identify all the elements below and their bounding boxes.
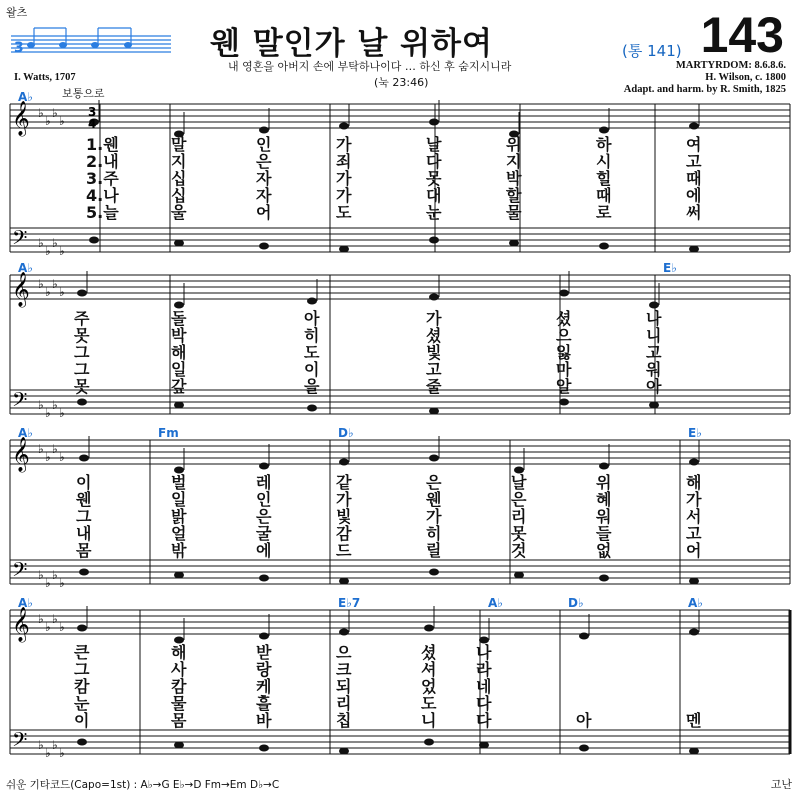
lyric-syllable: 시 bbox=[596, 152, 612, 171]
lyric-syllable: 은 bbox=[426, 473, 442, 492]
lyric-syllable: 일 bbox=[171, 360, 187, 379]
flat-icon: ♭ bbox=[45, 114, 51, 128]
lyric-syllable: 가 bbox=[336, 169, 352, 188]
lyric-syllable: 도 bbox=[304, 343, 320, 362]
chord-symbol: A♭ bbox=[18, 90, 33, 104]
lyric-syllable: 얼 bbox=[171, 524, 187, 543]
lyric-syllable: 가 bbox=[426, 309, 442, 328]
lyric-syllable: 물 bbox=[506, 203, 522, 222]
lyric-syllable: 자 bbox=[256, 169, 272, 188]
lyric-syllable: 3.주 bbox=[86, 169, 119, 188]
lyric-syllable: 칩 bbox=[336, 711, 352, 730]
lyric-syllable: 고 bbox=[686, 152, 702, 171]
lyric-syllable: 리 bbox=[336, 694, 352, 713]
lyric-syllable: 빛 bbox=[426, 343, 442, 362]
lyric-syllable: 크 bbox=[336, 660, 352, 679]
lyric-syllable: 감 bbox=[336, 524, 352, 543]
treble-clef-icon: 𝄞 bbox=[12, 101, 30, 136]
chord-symbol: A♭ bbox=[488, 596, 503, 610]
lyric-syllable: 레 bbox=[256, 473, 272, 492]
note-head bbox=[429, 294, 439, 301]
lyric-syllable: 못 bbox=[511, 524, 527, 543]
lyric-syllable: 5.늘 bbox=[86, 203, 119, 222]
flat-icon: ♭ bbox=[52, 236, 58, 250]
lyric-syllable: 큰 bbox=[74, 643, 90, 662]
note-head bbox=[429, 237, 439, 244]
note-head bbox=[174, 402, 184, 409]
bass-clef-icon: 𝄢 bbox=[12, 728, 28, 756]
chord-symbol: D♭ bbox=[338, 426, 354, 440]
note-head bbox=[89, 237, 99, 244]
note-head bbox=[339, 123, 349, 130]
lyric-syllable: 마 bbox=[556, 360, 572, 379]
lyric-syllable: 고 bbox=[646, 343, 662, 362]
lyric-syllable: 으 bbox=[336, 643, 352, 662]
hymn-title: 웬 말인가 날 위하여 bbox=[210, 26, 493, 62]
note-head bbox=[339, 748, 349, 755]
note-head bbox=[579, 633, 589, 640]
flat-icon: ♭ bbox=[59, 620, 65, 634]
note-head bbox=[259, 575, 269, 582]
lyric-syllable: 물 bbox=[171, 694, 187, 713]
lyric-syllable: 지 bbox=[506, 152, 522, 171]
lyric-syllable: 워 bbox=[596, 507, 612, 526]
lyric-syllable: 못 bbox=[426, 169, 442, 188]
lyric-syllable: 고 bbox=[426, 360, 442, 379]
lyric-syllable: 케 bbox=[256, 677, 272, 696]
lyric-syllable: 은 bbox=[511, 490, 527, 509]
note-head bbox=[174, 742, 184, 749]
lyric-syllable: 다 bbox=[426, 152, 442, 171]
lyric-syllable: 그 bbox=[74, 360, 90, 379]
lyric-syllable: 못 bbox=[74, 377, 90, 396]
note-head bbox=[339, 459, 349, 466]
flat-icon: ♭ bbox=[52, 568, 58, 582]
time-signature: 3 bbox=[88, 105, 97, 119]
lyric-syllable: 박 bbox=[506, 169, 522, 188]
note-head bbox=[307, 405, 317, 412]
lyric-syllable: 가 bbox=[336, 135, 352, 154]
flat-icon: ♭ bbox=[52, 106, 58, 120]
lyric-syllable: 눈 bbox=[426, 203, 442, 222]
treble-staff bbox=[10, 610, 790, 634]
lyric-syllable: 셔 bbox=[421, 660, 437, 679]
treble-staff bbox=[10, 275, 790, 299]
lyric-syllable: 힐 bbox=[596, 169, 612, 188]
lyric-syllable: 흘 bbox=[256, 694, 272, 713]
lyric-syllable: 그 bbox=[74, 660, 90, 679]
lyric-syllable: 울 bbox=[171, 203, 187, 222]
flat-icon: ♭ bbox=[52, 612, 58, 626]
lyric-syllable: 다 bbox=[476, 711, 492, 730]
arranger: Adapt. and harm. by R. Smith, 1825 bbox=[623, 84, 786, 95]
lyric-syllable: 박 bbox=[171, 326, 187, 345]
lyric-syllable: 니 bbox=[646, 326, 662, 345]
note-head bbox=[429, 119, 439, 126]
lyric-syllable: 라 bbox=[476, 660, 492, 679]
lyric-syllable: 못 bbox=[74, 326, 90, 345]
lyric-syllable: 죄 bbox=[336, 152, 352, 171]
lyric-syllable: 이 bbox=[304, 360, 320, 379]
lyric-syllable: 셨 bbox=[421, 643, 437, 662]
note-head bbox=[514, 572, 524, 579]
lyric-syllable: 인 bbox=[256, 135, 272, 154]
note-head bbox=[429, 569, 439, 576]
note-head bbox=[424, 625, 434, 632]
note-head bbox=[259, 633, 269, 640]
bass-staff bbox=[10, 228, 790, 252]
flat-icon: ♭ bbox=[45, 576, 51, 590]
lyric-syllable: 4.나 bbox=[86, 186, 119, 205]
flat-icon: ♭ bbox=[59, 285, 65, 299]
lyric-syllable: 위 bbox=[506, 135, 522, 154]
lyric-syllable: 잃 bbox=[556, 343, 572, 362]
flat-icon: ♭ bbox=[38, 568, 44, 582]
lyric-syllable: 눈 bbox=[74, 694, 90, 713]
note-head bbox=[77, 399, 87, 406]
bass-clef-icon: 𝄢 bbox=[12, 226, 28, 254]
lyric-syllable: 아 bbox=[576, 711, 592, 730]
note-head bbox=[77, 625, 87, 632]
note-head bbox=[174, 572, 184, 579]
lyric-syllable: 몸 bbox=[76, 541, 92, 560]
lyric-syllable: 1.웬 bbox=[86, 135, 119, 154]
note-head bbox=[339, 578, 349, 585]
note-head bbox=[689, 578, 699, 585]
note-head bbox=[429, 408, 439, 415]
lyric-syllable: 써 bbox=[686, 203, 702, 222]
lyric-syllable: 셨 bbox=[426, 326, 442, 345]
lyric-syllable: 내 bbox=[76, 524, 92, 543]
note-head bbox=[259, 463, 269, 470]
lyric-syllable: 셨 bbox=[556, 309, 572, 328]
lyric-syllable: 없 bbox=[596, 541, 612, 560]
lyric-syllable: 가 bbox=[336, 490, 352, 509]
lyric-syllable: 은 bbox=[256, 507, 272, 526]
lyric-syllable: 드 bbox=[336, 541, 352, 560]
flat-icon: ♭ bbox=[45, 746, 51, 760]
flat-icon: ♭ bbox=[59, 244, 65, 258]
old-number: (통 141) bbox=[622, 42, 682, 60]
chord-symbol: A♭ bbox=[18, 426, 33, 440]
lyric-syllable: 해 bbox=[171, 643, 187, 662]
lyric-syllable: 어 bbox=[686, 541, 702, 560]
lyric-syllable: 었 bbox=[421, 677, 437, 696]
bass-clef-icon: 𝄢 bbox=[12, 558, 28, 586]
lyric-syllable: 멘 bbox=[686, 711, 702, 730]
chord-symbol: A♭ bbox=[18, 261, 33, 275]
flat-icon: ♭ bbox=[38, 398, 44, 412]
note-head bbox=[689, 123, 699, 130]
lyric-syllable: 아 bbox=[304, 309, 320, 328]
author: I. Watts, 1707 bbox=[14, 72, 76, 83]
lyric-syllable: 어 bbox=[256, 203, 272, 222]
lyric-syllable: 캄 bbox=[74, 677, 90, 696]
lyric-syllable: 주 bbox=[74, 309, 90, 328]
flat-icon: ♭ bbox=[45, 620, 51, 634]
lyric-syllable: 대 bbox=[426, 186, 442, 205]
guitar-chord-note: 쉬운 기타코드(Capo=1st) : A♭→G E♭→D Fm→Em D♭→C bbox=[6, 779, 280, 791]
flat-icon: ♭ bbox=[59, 450, 65, 464]
lyric-syllable: 밝 bbox=[171, 507, 187, 526]
lyric-syllable: 리 bbox=[511, 507, 527, 526]
lyric-syllable: 들 bbox=[596, 524, 612, 543]
lyric-syllable: 되 bbox=[336, 677, 352, 696]
lyric-syllable: 가 bbox=[426, 507, 442, 526]
note-head bbox=[339, 629, 349, 636]
lyric-syllable: 릴 bbox=[426, 541, 442, 560]
flat-icon: ♭ bbox=[45, 406, 51, 420]
flat-icon: ♭ bbox=[45, 244, 51, 258]
lyric-syllable: 히 bbox=[304, 326, 320, 345]
subtitle: 내 영혼을 아버지 손에 부탁하나이다 … 하신 후 숨지시니라 bbox=[228, 60, 512, 73]
tempo-marking: 보통으로 bbox=[62, 87, 105, 100]
lyric-syllable: 니 bbox=[421, 711, 437, 730]
flat-icon: ♭ bbox=[38, 277, 44, 291]
note-head bbox=[559, 290, 569, 297]
lyric-syllable: 여 bbox=[686, 135, 702, 154]
flat-icon: ♭ bbox=[59, 746, 65, 760]
flat-icon: ♭ bbox=[38, 738, 44, 752]
note-head bbox=[77, 290, 87, 297]
scripture-reference: (눅 23:46) bbox=[374, 76, 429, 89]
flat-icon: ♭ bbox=[52, 738, 58, 752]
lyric-syllable: 빛 bbox=[336, 507, 352, 526]
chord-symbol: E♭7 bbox=[338, 596, 361, 610]
lyric-syllable: 알 bbox=[556, 377, 572, 396]
note-head bbox=[509, 240, 519, 247]
lyric-syllable: 도 bbox=[421, 694, 437, 713]
lyric-syllable: 다 bbox=[476, 694, 492, 713]
chord-symbol: Fm bbox=[158, 426, 179, 440]
lyric-syllable: 가 bbox=[686, 490, 702, 509]
lyric-syllable: 도 bbox=[336, 203, 352, 222]
lyric-syllable: 굴 bbox=[256, 524, 272, 543]
note-head bbox=[599, 463, 609, 470]
lyric-syllable: 일 bbox=[171, 490, 187, 509]
note-head bbox=[689, 246, 699, 253]
chord-symbol: E♭ bbox=[688, 426, 702, 440]
lyric-syllable: 서 bbox=[686, 507, 702, 526]
lyric-syllable: 십 bbox=[171, 186, 187, 205]
note-head bbox=[339, 246, 349, 253]
note-head bbox=[307, 298, 317, 305]
lyric-syllable: 때 bbox=[596, 186, 612, 205]
lyric-syllable: 때 bbox=[686, 169, 702, 188]
chord-symbol: E♭ bbox=[663, 261, 677, 275]
lyric-syllable: 받 bbox=[256, 643, 272, 662]
note-head bbox=[79, 455, 89, 462]
lyric-syllable: 말 bbox=[171, 135, 187, 154]
lyric-syllable: 같 bbox=[336, 473, 352, 492]
lyric-syllable: 에 bbox=[686, 186, 702, 205]
flat-icon: ♭ bbox=[38, 106, 44, 120]
lyric-syllable: 사 bbox=[171, 660, 187, 679]
lyric-syllable: 웬 bbox=[426, 490, 442, 509]
lyric-syllable: 이 bbox=[76, 473, 92, 492]
bass-staff bbox=[10, 390, 790, 414]
treble-clef-icon: 𝄞 bbox=[12, 272, 30, 307]
treble-staff bbox=[10, 440, 790, 464]
note-head bbox=[579, 745, 589, 752]
lyric-syllable: 캄 bbox=[171, 677, 187, 696]
lyric-syllable: 벌 bbox=[171, 473, 187, 492]
lyric-syllable: 아 bbox=[646, 377, 662, 396]
flat-icon: ♭ bbox=[52, 277, 58, 291]
note-head bbox=[689, 459, 699, 466]
flat-icon: ♭ bbox=[38, 612, 44, 626]
lyric-syllable: 으 bbox=[556, 326, 572, 345]
style-label: 왈츠 bbox=[6, 6, 28, 19]
lyric-syllable: 갚 bbox=[171, 377, 187, 396]
note-head bbox=[77, 739, 87, 746]
note-head bbox=[259, 243, 269, 250]
lyric-syllable: 가 bbox=[336, 186, 352, 205]
chord-symbol: A♭ bbox=[688, 596, 703, 610]
lyric-syllable: 지 bbox=[171, 152, 187, 171]
lyric-syllable: 할 bbox=[506, 186, 522, 205]
lyric-syllable: 웬 bbox=[76, 490, 92, 509]
lyric-syllable: 날 bbox=[511, 473, 527, 492]
lyric-syllable: 랑 bbox=[256, 660, 272, 679]
lyric-syllable: 나 bbox=[646, 309, 662, 328]
flat-icon: ♭ bbox=[38, 442, 44, 456]
flat-icon: ♭ bbox=[59, 406, 65, 420]
bass-staff bbox=[10, 560, 790, 584]
note-head bbox=[689, 748, 699, 755]
note-head bbox=[559, 399, 569, 406]
note-head bbox=[689, 629, 699, 636]
lyric-syllable: 것 bbox=[511, 541, 527, 560]
note-head bbox=[424, 739, 434, 746]
chord-symbol: D♭ bbox=[568, 596, 584, 610]
flat-icon: ♭ bbox=[38, 236, 44, 250]
lyric-syllable: 그 bbox=[74, 343, 90, 362]
flat-icon: ♭ bbox=[52, 442, 58, 456]
lyric-syllable: 자 bbox=[256, 186, 272, 205]
lyric-syllable: 로 bbox=[596, 203, 612, 222]
flat-icon: ♭ bbox=[52, 398, 58, 412]
lyric-syllable: 줄 bbox=[426, 377, 442, 396]
time-signature: 4 bbox=[88, 117, 97, 131]
lyric-syllable: 해 bbox=[686, 473, 702, 492]
bass-clef-icon: 𝄢 bbox=[12, 388, 28, 416]
chord-symbol: A♭ bbox=[18, 596, 33, 610]
note-head bbox=[79, 569, 89, 576]
flat-icon: ♭ bbox=[45, 450, 51, 464]
lyric-syllable: 워 bbox=[646, 360, 662, 379]
lyric-syllable: 인 bbox=[256, 490, 272, 509]
tune-name: MARTYRDOM: 8.6.8.6. bbox=[675, 60, 786, 71]
note-head bbox=[599, 575, 609, 582]
svg-text:3: 3 bbox=[14, 40, 24, 56]
lyric-syllable: 위 bbox=[596, 473, 612, 492]
note-head bbox=[429, 455, 439, 462]
lyric-syllable: 돌 bbox=[171, 309, 187, 328]
lyric-syllable: 날 bbox=[426, 135, 442, 154]
lyric-syllable: 해 bbox=[171, 343, 187, 362]
flat-icon: ♭ bbox=[59, 576, 65, 590]
lyric-syllable: 이 bbox=[74, 711, 90, 730]
composer: H. Wilson, c. 1800 bbox=[705, 72, 786, 83]
lyric-syllable: 몸 bbox=[171, 711, 187, 730]
lyric-syllable: 밖 bbox=[171, 541, 187, 560]
lyric-syllable: 혜 bbox=[596, 490, 612, 509]
lyric-syllable: 은 bbox=[256, 152, 272, 171]
category-label: 고난 bbox=[770, 778, 792, 791]
note-head bbox=[599, 243, 609, 250]
lyric-syllable: 십 bbox=[171, 169, 187, 188]
lyric-syllable: 네 bbox=[476, 677, 492, 696]
note-head bbox=[259, 745, 269, 752]
lyric-syllable: 에 bbox=[256, 541, 272, 560]
treble-clef-icon: 𝄞 bbox=[12, 437, 30, 472]
flat-icon: ♭ bbox=[45, 285, 51, 299]
lyric-syllable: 히 bbox=[426, 524, 442, 543]
lyric-syllable: 2.내 bbox=[86, 152, 119, 171]
lyric-syllable: 나 bbox=[476, 643, 492, 662]
lyric-syllable: 을 bbox=[304, 377, 320, 396]
note-head bbox=[479, 742, 489, 749]
lyric-syllable: 바 bbox=[256, 711, 272, 730]
lyric-syllable: 하 bbox=[596, 135, 612, 154]
hymn-number: 143 bbox=[700, 7, 784, 63]
treble-clef-icon: 𝄞 bbox=[12, 607, 30, 642]
lyric-syllable: 고 bbox=[686, 524, 702, 543]
flat-icon: ♭ bbox=[59, 114, 65, 128]
bass-staff bbox=[10, 730, 790, 754]
lyric-syllable: 그 bbox=[76, 507, 92, 526]
note-head bbox=[649, 402, 659, 409]
treble-staff bbox=[10, 104, 790, 128]
note-head bbox=[174, 240, 184, 247]
